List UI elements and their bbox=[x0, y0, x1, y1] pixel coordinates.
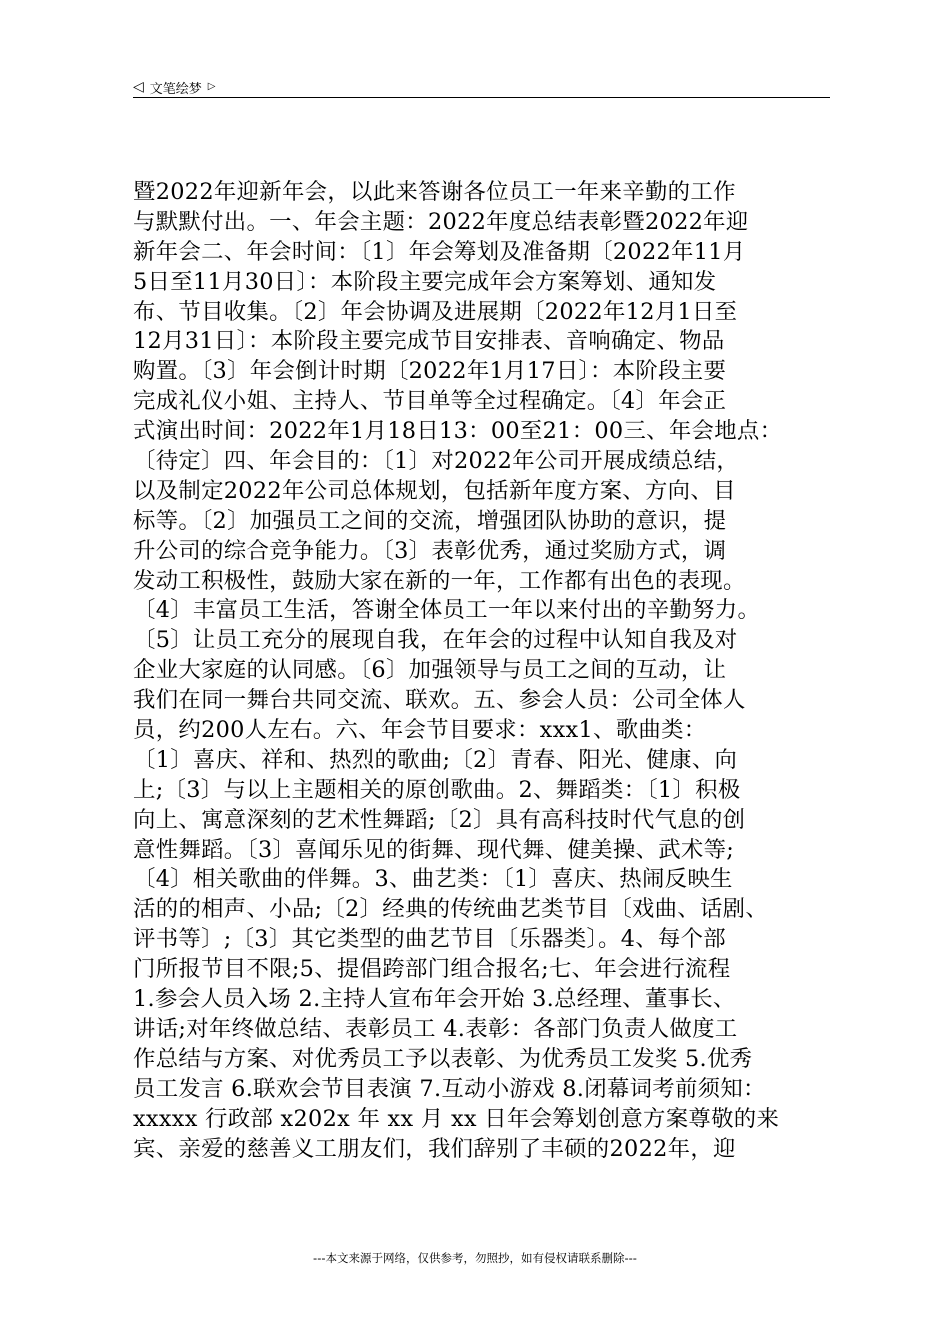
body-line: 作总结与方案、对优秀员工予以表彰、为优秀员工发奖 5.优秀 bbox=[133, 1045, 753, 1072]
body-line: 完成礼仪小姐、主持人、节目单等全过程确定。〔4〕年会正 bbox=[133, 388, 727, 415]
body-line: 宾、亲爱的慈善义工朋友们，我们辞别了丰硕的2022年，迎 bbox=[133, 1135, 736, 1162]
body-line: 〔4〕相关歌曲的伴舞。3、曲艺类：〔1〕喜庆、热闹反映生 bbox=[133, 866, 733, 893]
body-line: 〔5〕让员工充分的展现自我，在年会的过程中认知自我及对 bbox=[133, 627, 738, 654]
body-line: 布、节目收集。〔2〕年会协调及进展期〔2022年12月1日至 bbox=[133, 298, 738, 325]
left-triangle-icon: ◁ bbox=[133, 79, 144, 95]
body-line: 5日至11月30日〕：本阶段主要完成年会方案筹划、通知发 bbox=[133, 268, 717, 295]
body-line: 1.参会人员入场 2.主持人宣布年会开始 3.总经理、董事长、 bbox=[133, 986, 736, 1013]
right-triangle-icon: ▷ bbox=[207, 81, 216, 92]
document-header bbox=[133, 76, 830, 98]
body-line: 〔待定〕四、年会目的：〔1〕对2022年公司开展成绩总结， bbox=[133, 448, 740, 475]
body-line: 讲话;对年终做总结、表彰员工 4.表彰：各部门负责人做度工 bbox=[133, 1015, 738, 1042]
brand-name: 文笔绘梦 bbox=[149, 81, 202, 97]
body-line: xxxxx 行政部 x202x 年 xx 月 xx 日年会筹划创意方案尊敬的来 bbox=[133, 1105, 780, 1132]
body-line: 〔1〕喜庆、祥和、热烈的歌曲;〔2〕青春、阳光、健康、向 bbox=[133, 746, 738, 773]
body-line: 门所报节目不限;5、提倡跨部门组合报名;七、年会进行流程 bbox=[133, 956, 731, 983]
body-line: 式演出时间：2022年1月18日13：00至21：00三、年会地点： bbox=[133, 418, 783, 445]
body-line: 评书等〕;〔3〕其它类型的曲艺节目〔乐器类〕。4、每个部 bbox=[133, 926, 726, 953]
body-line: 发动工积极性，鼓励大家在新的一年，工作都有出色的表现。 bbox=[133, 567, 746, 594]
body-line: 标等。〔2〕加强员工之间的交流，增强团队协助的意识，提 bbox=[133, 507, 727, 534]
body-line: 升公司的综合竞争能力。〔3〕表彰优秀，通过奖励方式，调 bbox=[133, 537, 727, 564]
footer-disclaimer: ---本文来源于网络，仅供参考，勿照抄，如有侵权请联系删除--- bbox=[313, 1251, 637, 1265]
document-body bbox=[133, 178, 835, 1164]
body-line: 与默默付出。一、年会主题：2022年度总结表彰暨2022年迎 bbox=[133, 208, 749, 235]
body-line: 以及制定2022年公司总体规划，包括新年度方案、方向、目 bbox=[133, 477, 736, 504]
body-line: 我们在同一舞台共同交流、联欢。五、参会人员：公司全体人 bbox=[133, 687, 746, 714]
body-line: 〔4〕丰富员工生活，答谢全体员工一年以来付出的辛勤努力。 bbox=[133, 597, 761, 624]
body-line: 暨2022年迎新年会，以此来答谢各位员工一年来辛勤的工作 bbox=[133, 179, 736, 205]
body-line: 企业大家庭的认同感。〔6〕加强领导与员工之间的互动，让 bbox=[133, 657, 727, 684]
body-line: 新年会二、年会时间：〔1〕年会筹划及准备期〔2022年11月 bbox=[133, 238, 746, 265]
body-line: 12月31日〕：本阶段主要完成节目安排表、音响确定、物品 bbox=[133, 328, 725, 355]
body-line: 意性舞蹈。〔3〕喜闻乐见的街舞、现代舞、健美操、武术等; bbox=[133, 836, 735, 863]
body-line: 向上、寓意深刻的艺术性舞蹈;〔2〕具有高科技时代气息的创 bbox=[133, 806, 746, 833]
body-line: 员工发言 6.联欢会节目表演 7.互动小游戏 8.闭幕词考前须知： bbox=[133, 1075, 766, 1102]
body-line: 活的的相声、小品;〔2〕经典的传统曲艺类节目〔戏曲、话剧、 bbox=[133, 896, 769, 923]
body-line: 员，约200人左右。六、年会节目要求：xxx1、歌曲类： bbox=[133, 717, 707, 744]
body-line: 购置。〔3〕年会倒计时期〔2022年1月17日〕：本阶段主要 bbox=[133, 358, 727, 385]
body-line: 上;〔3〕与以上主题相关的原创歌曲。2、舞蹈类：〔1〕积极 bbox=[133, 776, 741, 803]
header-divider bbox=[133, 97, 830, 98]
